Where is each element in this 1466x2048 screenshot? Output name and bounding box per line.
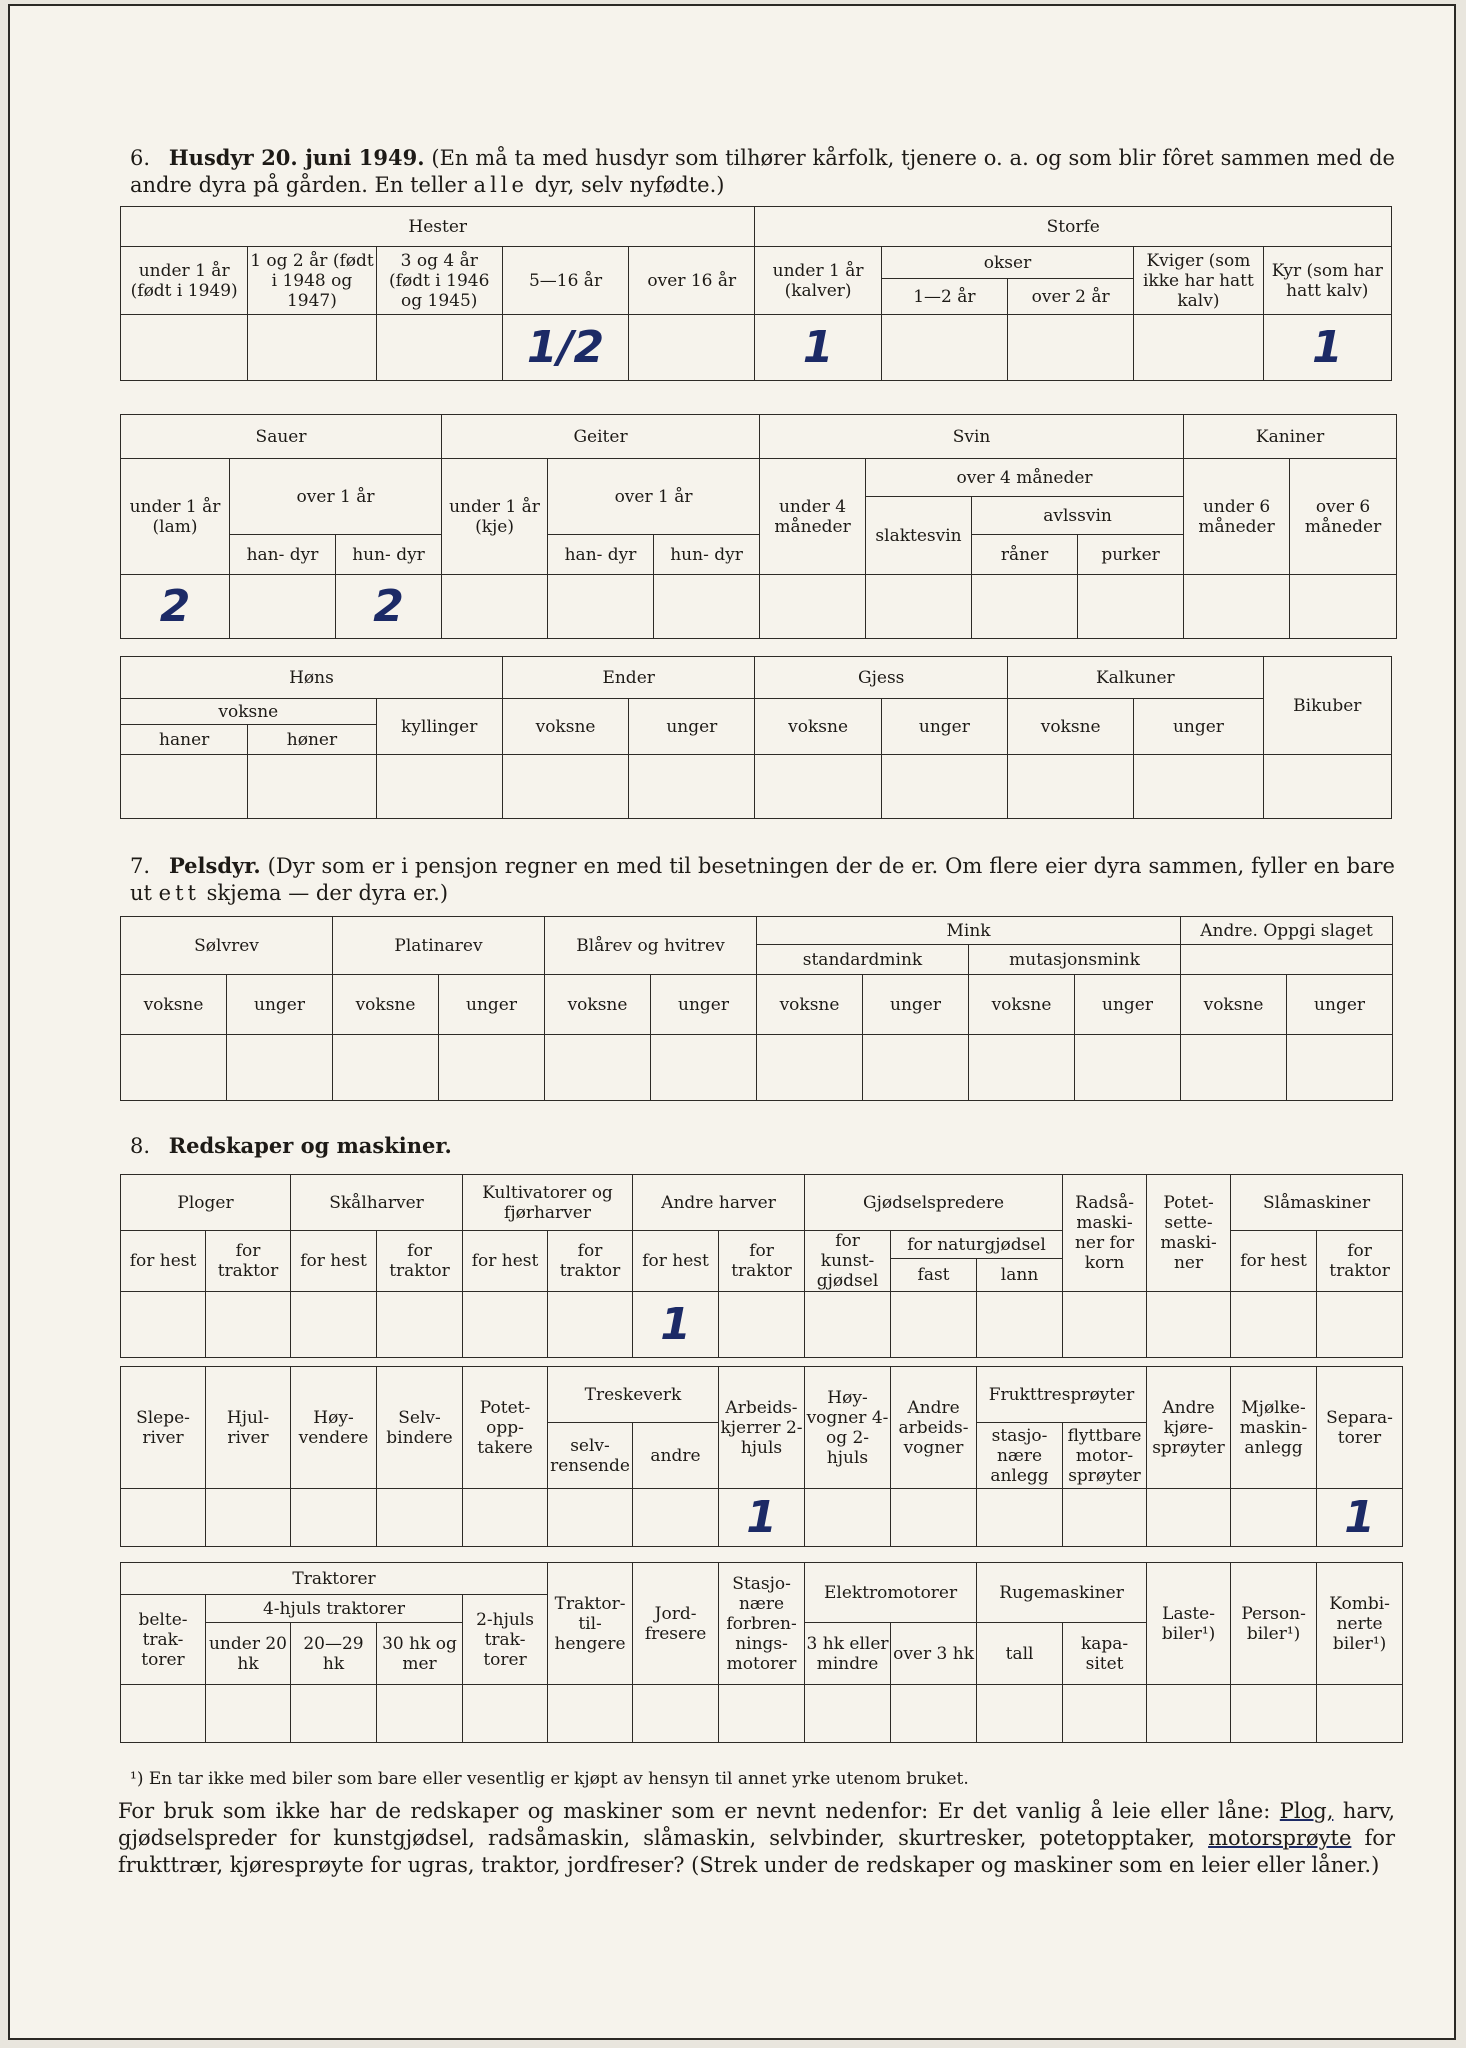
col-gjess-voksne: voksne (755, 699, 881, 755)
mutasjonsmink-header: mutasjonsmink (969, 945, 1181, 975)
cell-platinarev-voksne[interactable] (333, 1035, 439, 1101)
handwritten-value: 1 (1344, 1491, 1375, 1543)
bikuber-header: Bikuber (1263, 657, 1391, 755)
cell-arbeidsvogner[interactable] (891, 1489, 977, 1547)
col-stasjonaere: stasjo- nære anlegg (977, 1423, 1063, 1489)
col-fast: fast (891, 1259, 977, 1292)
cell-under20hk[interactable] (206, 1685, 291, 1743)
cell-bikuber[interactable] (1263, 755, 1391, 819)
section-title: Husdyr 20. juni 1949. (168, 145, 425, 170)
cell-30hk[interactable] (377, 1685, 463, 1743)
col-naturgjodsel: for naturgjødsel (891, 1231, 1063, 1259)
cell-andre-voksne[interactable] (1181, 1035, 1287, 1101)
col-kyr: Kyr (som har hatt kalv) (1263, 247, 1391, 315)
col-sla-traktor: for traktor (1317, 1231, 1403, 1292)
cell-ender-voksne[interactable] (502, 755, 628, 819)
cell-lam[interactable] (121, 575, 230, 639)
col-unger: unger (227, 975, 333, 1035)
col-hest-3-4: 3 og 4 år (født i 1946 og 1945) (376, 247, 502, 315)
cell-separatorer[interactable] (1317, 1489, 1403, 1547)
col-lann: lann (977, 1259, 1063, 1292)
cell-platinarev-unger[interactable] (439, 1035, 545, 1101)
handwritten-value: 1 (802, 321, 834, 373)
ploger-header: Ploger (121, 1175, 291, 1231)
skalharver-header: Skålharver (291, 1175, 463, 1231)
cell-potetsette[interactable] (1147, 1292, 1231, 1358)
cell-geit-handyr[interactable] (548, 575, 654, 639)
col-harv-hest: for hest (633, 1231, 719, 1292)
footnote: ¹) En tar ikke med biler som bare eller vesentlig er kjøpt av hensyn til annet yrke utenom bruket. (130, 1769, 969, 1789)
col-harv-traktor: for traktor (719, 1231, 805, 1292)
col-hest-under1: under 1 år (født i 1949) (121, 247, 248, 315)
cell-haner[interactable] (121, 755, 248, 819)
col-haner: haner (121, 725, 248, 755)
cell-andre-unger[interactable] (1287, 1035, 1393, 1101)
underlined-plog: Plog, (1279, 1799, 1334, 1823)
cell-mutasjonsmink-unger[interactable] (1075, 1035, 1181, 1101)
col-ender-voksne: voksne (502, 699, 628, 755)
cell-tall[interactable] (977, 1685, 1063, 1743)
cell-kult-hest[interactable] (463, 1292, 548, 1358)
cell-raner[interactable] (972, 575, 1078, 639)
col-mjolkemaskinanlegg: Mjølke- maskin- anlegg (1231, 1367, 1317, 1489)
col-avlssvin: avlssvin (972, 497, 1184, 535)
col-unger: unger (651, 975, 757, 1035)
cell-okser-1-2[interactable] (881, 315, 1007, 381)
col-slaktesvin: slaktesvin (866, 497, 972, 575)
cell-kje[interactable] (442, 575, 548, 639)
col-geit-handyr: han- dyr (548, 535, 654, 575)
col-jordfresere: Jord- fresere (633, 1563, 719, 1685)
cell-potetopptakere[interactable] (463, 1489, 548, 1547)
col-lastebiler: Laste- biler¹) (1147, 1563, 1231, 1685)
kultivatorer-header: Kultivatorer og fjørharver (463, 1175, 633, 1231)
slamaskiner-header: Slåmaskiner (1231, 1175, 1403, 1231)
col-kalver: under 1 år (kalver) (755, 247, 881, 315)
col-arbeidskjerrer: Arbeids- kjerrer 2-hjuls (719, 1367, 805, 1489)
mink-header: Mink (757, 917, 1181, 945)
col-30hk: 30 hk og mer (377, 1623, 463, 1685)
cell-kalver[interactable] (755, 315, 881, 381)
traktorer-header: Traktorer (121, 1563, 548, 1595)
col-purker: purker (1078, 535, 1184, 575)
cell-solvrev-voksne[interactable] (121, 1035, 227, 1101)
section-number: 7. (130, 854, 151, 878)
cell-arbeidskjerrer[interactable] (719, 1489, 805, 1547)
col-voksne: voksne (757, 975, 863, 1035)
col-20-29hk: 20—29 hk (291, 1623, 377, 1685)
section-instructions: (Dyr som er i pensjon regner en med til besetningen der de er. Om flere eier dyra sammen, fyller en bare ut (130, 854, 1395, 905)
cell-okser-over2[interactable] (1008, 315, 1134, 381)
potetsettemaskiner-header: Potet- sette- maski- ner (1147, 1175, 1231, 1292)
standardmink-header: standardmink (757, 945, 969, 975)
cell-kanin-over6[interactable] (1290, 575, 1397, 639)
col-4hjuls: 4-hjuls traktorer (206, 1595, 463, 1623)
cell-kapasitet[interactable] (1063, 1685, 1147, 1743)
andre-pelsdyr-blank (1181, 945, 1393, 975)
col-kalkuner-unger: unger (1134, 699, 1263, 755)
cell-radsa[interactable] (1063, 1292, 1147, 1358)
cell-slaktesvin[interactable] (866, 575, 972, 639)
solvrev-header: Sølvrev (121, 917, 333, 975)
col-lam: under 1 år (lam) (121, 459, 230, 575)
col-traktortilhengere: Traktor- til- hengere (548, 1563, 633, 1685)
col-kanin-over6: over 6 måneder (1290, 459, 1397, 575)
cell-hjulriver[interactable] (206, 1489, 291, 1547)
cell-svin-under4[interactable] (760, 575, 866, 639)
cell-selvbindere[interactable] (377, 1489, 463, 1547)
cell-sau-hundyr[interactable] (336, 575, 442, 639)
col-unger: unger (439, 975, 545, 1035)
col-voksne: voksne (121, 975, 227, 1035)
andre-harver-header: Andre harver (633, 1175, 805, 1231)
col-selvrensende: selv- rensende (548, 1423, 633, 1489)
col-hons-voksne: voksne (121, 699, 377, 725)
col-hjulriver: Hjul- river (206, 1367, 291, 1489)
cell-kyr[interactable] (1263, 315, 1391, 381)
redskaper-table-3 (120, 1562, 1403, 1743)
cell-3hk-mindre[interactable] (805, 1685, 891, 1743)
section-instructions-end: skjema — der dyra er.) (206, 881, 449, 905)
storfe-header: Storfe (755, 207, 1392, 247)
ender-header: Ender (502, 657, 755, 699)
cell-20-29hk[interactable] (291, 1685, 377, 1743)
cell-jordfresere[interactable] (633, 1685, 719, 1743)
cell-selvrensende[interactable] (548, 1489, 633, 1547)
cell-kunstgjodsel[interactable] (805, 1292, 891, 1358)
col-sau-over1: over 1 år (230, 459, 442, 535)
cell-kalkuner-voksne[interactable] (1008, 755, 1134, 819)
col-skal-traktor: for traktor (377, 1231, 463, 1292)
cell-sau-handyr[interactable] (230, 575, 336, 639)
cell-plog-traktor[interactable] (206, 1292, 291, 1358)
andre-pelsdyr-header: Andre. Oppgi slaget (1181, 917, 1393, 945)
col-separatorer: Separa- torer (1317, 1367, 1403, 1489)
cell-mjolkemaskinanlegg[interactable] (1231, 1489, 1317, 1547)
handwritten-value: 1 (1311, 321, 1343, 373)
col-skal-hest: for hest (291, 1231, 377, 1292)
sauer-geiter-svin-kaniner-table (120, 414, 1397, 639)
col-hest-5-16: 5—16 år (502, 247, 628, 315)
col-voksne: voksne (1181, 975, 1287, 1035)
cell-mutasjonsmink-voksne[interactable] (969, 1035, 1075, 1101)
col-kult-hest: for hest (463, 1231, 548, 1292)
col-hest-1-2: 1 og 2 år (født i 1948 og 1947) (248, 247, 376, 315)
redskaper-table-1 (120, 1174, 1403, 1358)
col-kje: under 1 år (kje) (442, 459, 548, 575)
cell-over3hk[interactable] (891, 1685, 977, 1743)
section-instructions-end: dyr, selv nyfødte.) (534, 173, 725, 197)
handwritten-value: 2 (373, 580, 404, 632)
pelsdyr-table (120, 916, 1393, 1101)
cell-harv-hest[interactable] (633, 1292, 719, 1358)
paragraph-text: For bruk som ikke har de redskaper og maskiner som er nevnt nedenfor: Er det vanlig å leie eller låne: (118, 1799, 1271, 1823)
col-forbrenningsmotorer: Stasjo- nære forbren- nings- motorer (719, 1563, 805, 1685)
section-title: Redskaper og maskiner. (168, 1133, 452, 1158)
cell-blarev-voksne[interactable] (545, 1035, 651, 1101)
section-title: Pelsdyr. (168, 853, 261, 878)
cell-blarev-unger[interactable] (651, 1035, 757, 1101)
cell-sla-hest[interactable] (1231, 1292, 1317, 1358)
col-kunstgjodsel: for kunst- gjødsel (805, 1231, 891, 1292)
col-sleperiver: Slepe- river (121, 1367, 206, 1489)
cell-forbrenningsmotorer[interactable] (719, 1685, 805, 1743)
col-geit-hundyr: hun- dyr (654, 535, 760, 575)
cell-stasjonaere[interactable] (977, 1489, 1063, 1547)
rugemaskiner-header: Rugemaskiner (977, 1563, 1147, 1623)
kalkuner-header: Kalkuner (1008, 657, 1264, 699)
col-personbiler: Person- biler¹) (1231, 1563, 1317, 1685)
redskaper-table-2 (120, 1366, 1403, 1547)
cell-traktortilhengere[interactable] (548, 1685, 633, 1743)
col-plog-traktor: for traktor (206, 1231, 291, 1292)
cell-kyllinger[interactable] (376, 755, 502, 819)
radsamaskiner-header: Radså- maski- ner for korn (1063, 1175, 1147, 1292)
kaniner-header: Kaniner (1184, 415, 1397, 459)
cell-ender-unger[interactable] (629, 755, 755, 819)
cell-hest-under1[interactable] (121, 315, 248, 381)
hester-storfe-table (120, 206, 1392, 381)
col-sau-hundyr: hun- dyr (336, 535, 442, 575)
col-kyllinger: kyllinger (376, 699, 502, 755)
cell-solvrev-unger[interactable] (227, 1035, 333, 1101)
underlined-motorsproyte: motorsprøyte (1208, 1826, 1352, 1850)
col-gjess-unger: unger (881, 699, 1007, 755)
closing-paragraph (118, 1798, 1395, 1879)
col-voksne: voksne (333, 975, 439, 1035)
gjess-header: Gjess (755, 657, 1008, 699)
paragraph-text: for frukttrær, kjøresprøyte for ugras, traktor, jordfreser? (Strek under de redskaper og maskiner som en leier eller låner.) (118, 1826, 1395, 1877)
cell-hest-over16[interactable] (629, 315, 755, 381)
paragraph-text: harv, gjødselspreder for kunstgjødsel, radsåmaskin, slåmaskin, selvbinder, skurtresker, potetopptaker, (118, 1799, 1395, 1850)
cell-honer[interactable] (248, 755, 376, 819)
handwritten-value: 1 (660, 1298, 691, 1350)
col-over3hk: over 3 hk (891, 1623, 977, 1685)
col-arbeidsvogner: Andre arbeids- vogner (891, 1367, 977, 1489)
col-treskeverk-andre: andre (633, 1423, 719, 1489)
col-unger: unger (863, 975, 969, 1035)
col-svin-under4: under 4 måneder (760, 459, 866, 575)
cell-hest-1-2[interactable] (248, 315, 376, 381)
col-geit-over1: over 1 år (548, 459, 760, 535)
cell-kult-traktor[interactable] (548, 1292, 633, 1358)
col-voksne: voksne (969, 975, 1075, 1035)
col-unger: unger (1075, 975, 1181, 1035)
col-hest-over16: over 16 år (629, 247, 755, 315)
col-3hk-mindre: 3 hk eller mindre (805, 1623, 891, 1685)
cell-plog-hest[interactable] (121, 1292, 206, 1358)
blarev-header: Blårev og hvitrev (545, 917, 757, 975)
cell-lann[interactable] (977, 1292, 1063, 1358)
col-voksne: voksne (545, 975, 651, 1035)
cell-flyttbare[interactable] (1063, 1489, 1147, 1547)
col-beltetraktorer: belte- trak- torer (121, 1595, 206, 1685)
form-page (8, 4, 1456, 2040)
col-sau-handyr: han- dyr (230, 535, 336, 575)
col-sla-hest: for hest (1231, 1231, 1317, 1292)
cell-kjoresproyter[interactable] (1147, 1489, 1231, 1547)
platinarev-header: Platinarev (333, 917, 545, 975)
col-under20hk: under 20 hk (206, 1623, 291, 1685)
cell-hest-5-16[interactable] (502, 315, 628, 381)
geiter-header: Geiter (442, 415, 760, 459)
treskeverk-header: Treskeverk (548, 1367, 719, 1423)
cell-lastebiler[interactable] (1147, 1685, 1231, 1743)
section-8-heading (130, 1132, 1395, 1160)
frukttresproyter-header: Frukttresprøyter (977, 1367, 1147, 1423)
section-number: 8. (130, 1134, 151, 1158)
handwritten-value: 1/2 (526, 321, 605, 373)
hester-header: Hester (121, 207, 755, 247)
fjorfe-table (120, 656, 1392, 819)
col-plog-hest: for hest (121, 1231, 206, 1292)
col-2hjuls: 2-hjuls trak- torer (463, 1595, 548, 1685)
col-honer: høner (248, 725, 376, 755)
section-7-heading (130, 852, 1395, 907)
cell-gjess-unger[interactable] (881, 755, 1007, 819)
section-instructions: (En må ta med husdyr som tilhører kårfolk, tjenere o. a. og som blir fôret sammen med de andre dyra på gården. En teller (130, 146, 1395, 197)
emphasis-alle: alle (473, 173, 528, 197)
cell-kalkuner-unger[interactable] (1134, 755, 1263, 819)
col-hoyvendere: Høy- vendere (291, 1367, 377, 1489)
col-okser: okser (881, 247, 1134, 279)
col-kalkuner-voksne: voksne (1008, 699, 1134, 755)
col-potetopptakere: Potet- opp- takere (463, 1367, 548, 1489)
col-kanin-under6: under 6 måneder (1184, 459, 1290, 575)
svin-header: Svin (760, 415, 1184, 459)
section-number: 6. (130, 146, 151, 170)
cell-skal-hest[interactable] (291, 1292, 377, 1358)
cell-personbiler[interactable] (1231, 1685, 1317, 1743)
col-kjoresproyter: Andre kjøre- sprøyter (1147, 1367, 1231, 1489)
col-kviger: Kviger (som ikke har hatt kalv) (1134, 247, 1263, 315)
col-selvbindere: Selv- bindere (377, 1367, 463, 1489)
handwritten-value: 2 (159, 580, 191, 632)
col-svin-over4: over 4 måneder (866, 459, 1184, 497)
cell-hoyvendere[interactable] (291, 1489, 377, 1547)
cell-geit-hundyr[interactable] (654, 575, 760, 639)
cell-harv-traktor[interactable] (719, 1292, 805, 1358)
section-6-heading (130, 144, 1395, 199)
col-kult-traktor: for traktor (548, 1231, 633, 1292)
sauer-header: Sauer (121, 415, 442, 459)
col-ender-unger: unger (629, 699, 755, 755)
col-unger: unger (1287, 975, 1393, 1035)
cell-gjess-voksne[interactable] (755, 755, 881, 819)
col-kapasitet: kapa- sitet (1063, 1623, 1147, 1685)
elektromotorer-header: Elektromotorer (805, 1563, 977, 1623)
cell-kanin-under6[interactable] (1184, 575, 1290, 639)
col-raner: råner (972, 535, 1078, 575)
cell-standardmink-unger[interactable] (863, 1035, 969, 1101)
col-okser-1-2: 1—2 år (881, 279, 1007, 315)
col-hoyvogner: Høy- vogner 4- og 2- hjuls (805, 1367, 891, 1489)
cell-2hjuls[interactable] (463, 1685, 548, 1743)
cell-fast[interactable] (891, 1292, 977, 1358)
cell-standardmink-voksne[interactable] (757, 1035, 863, 1101)
cell-skal-traktor[interactable] (377, 1292, 463, 1358)
cell-treskeverk-andre[interactable] (633, 1489, 719, 1547)
cell-hest-3-4[interactable] (376, 315, 502, 381)
col-tall: tall (977, 1623, 1063, 1685)
col-flyttbare: flyttbare motor- sprøyter (1063, 1423, 1147, 1489)
gjodselspredere-header: Gjødselspredere (805, 1175, 1063, 1231)
emphasis-ett: ett (158, 881, 200, 905)
cell-sla-traktor[interactable] (1317, 1292, 1403, 1358)
hons-header: Høns (121, 657, 503, 699)
cell-hoyvogner[interactable] (805, 1489, 891, 1547)
cell-kombinerte-biler[interactable] (1317, 1685, 1403, 1743)
cell-kviger[interactable] (1134, 315, 1263, 381)
col-okser-over2: over 2 år (1008, 279, 1134, 315)
cell-purker[interactable] (1078, 575, 1184, 639)
cell-beltetraktorer[interactable] (121, 1685, 206, 1743)
col-kombinerte-biler: Kombi- nerte biler¹) (1317, 1563, 1403, 1685)
cell-sleperiver[interactable] (121, 1489, 206, 1547)
handwritten-value: 1 (746, 1491, 777, 1543)
